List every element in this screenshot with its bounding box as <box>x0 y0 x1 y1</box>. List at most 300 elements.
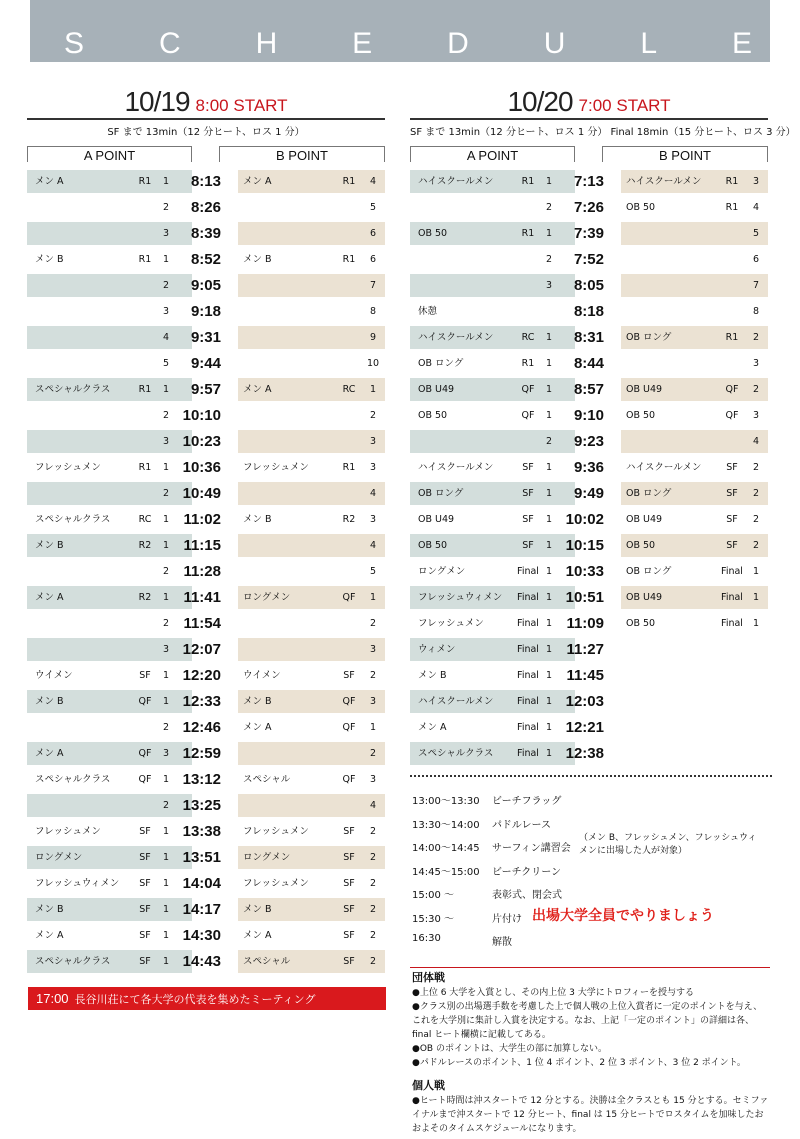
day1-a-point-header: A POINT <box>27 146 192 162</box>
b-point-heat: 6 <box>752 254 760 265</box>
b-point-heat: 4 <box>369 800 377 811</box>
a-point-round: RC <box>521 332 535 343</box>
b-point-round: SF <box>343 904 355 915</box>
a-point-round: SF <box>522 488 534 499</box>
table-row <box>410 533 768 559</box>
event-time: 13:30～14:00 <box>412 819 480 831</box>
table-row <box>410 247 768 273</box>
table-row <box>410 169 768 195</box>
b-point-heat: 5 <box>752 228 760 239</box>
a-point-heat: 1 <box>545 410 553 421</box>
b-point-heat: 2 <box>369 904 377 915</box>
meeting-notice <box>28 987 386 1010</box>
day1-start: 8:00 START <box>195 96 288 115</box>
heat-time: 12:46 <box>182 719 221 736</box>
table-row <box>410 689 768 715</box>
day2-header <box>410 86 768 120</box>
b-point-class: OB ロング <box>626 332 672 343</box>
b-point-heat: 5 <box>369 566 377 577</box>
b-point-round: Final <box>721 618 743 629</box>
table-row <box>410 611 768 637</box>
b-point-class: メン B <box>243 254 272 265</box>
b-point-round: QF <box>342 722 356 733</box>
b-point-heat: 2 <box>369 878 377 889</box>
b-point-heat: 4 <box>369 488 377 499</box>
a-point-class: フレッシュウィメン <box>35 878 120 889</box>
event-highlight: 出場大学全員でやりましょう <box>532 907 714 924</box>
heat-time: 10:36 <box>182 459 221 476</box>
event-time: 13:00～13:30 <box>412 796 480 807</box>
a-point-heat: 3 <box>162 748 170 759</box>
meeting-text: 長谷川荘にて各大学の代表を集めたミーティング <box>74 993 316 1006</box>
a-point-class: ロングメン <box>35 852 83 863</box>
table-row <box>27 403 385 429</box>
a-point-heat: 2 <box>545 436 553 447</box>
b-point-heat: 1 <box>369 722 377 733</box>
table-row <box>27 611 385 637</box>
a-point-heat: 2 <box>162 202 170 213</box>
event-item <box>412 906 770 930</box>
table-row <box>410 195 768 221</box>
b-point-round: QF <box>725 384 739 395</box>
heat-time: 11:45 <box>566 667 604 684</box>
b-point-class: ウイメン <box>243 670 281 681</box>
a-point-heat: 1 <box>162 696 170 707</box>
b-point-class: OB ロング <box>626 566 672 577</box>
a-point-heat: 1 <box>162 592 170 603</box>
b-point-heat: 4 <box>369 176 377 187</box>
a-point-heat: 1 <box>545 748 553 759</box>
table-row <box>27 559 385 585</box>
a-point-class: OB ロング <box>418 358 464 369</box>
table-row <box>410 429 768 455</box>
table-row <box>27 741 385 767</box>
day2-schedule <box>410 86 796 762</box>
table-row <box>27 923 385 949</box>
b-point-heat: 8 <box>369 306 377 317</box>
a-point-class: ロングメン <box>418 566 466 577</box>
b-point-class: メン A <box>243 930 272 941</box>
rule-item: ●ヒート時間は沖スタートで 12 分とする。決勝は全クラスとも 15 分とする。セミファイナルまで沖スタートで 12 分ヒート、final は 15 分ヒートでロスタイムを加味したおおよそのタイムスケジュールになります。 <box>412 1096 769 1134</box>
team-rules-list <box>412 986 770 1070</box>
b-point-class: OB ロング <box>626 488 672 499</box>
banner-title <box>30 26 770 62</box>
a-point-round: QF <box>521 384 535 395</box>
a-point-heat: 1 <box>545 618 553 629</box>
table-row <box>27 507 385 533</box>
heat-time: 12:20 <box>182 667 221 684</box>
a-point-class: フレッシュメン <box>418 618 484 629</box>
heat-time: 7:13 <box>573 173 604 190</box>
a-point-class: スペシャルクラス <box>418 748 494 759</box>
b-point-heat: 1 <box>369 384 377 395</box>
a-point-round: SF <box>139 852 151 863</box>
event-time: 14:45～15:00 <box>412 866 480 878</box>
heat-time: 10:02 <box>565 511 604 528</box>
a-point-heat: 1 <box>162 956 170 967</box>
a-point-heat: 1 <box>162 878 170 889</box>
a-point-heat: 2 <box>162 800 170 811</box>
day2-start: 7:00 START <box>578 96 671 115</box>
a-point-heat: 1 <box>545 462 553 473</box>
table-row <box>27 897 385 923</box>
a-point-class: スペシャルクラス <box>35 956 111 967</box>
a-point-round: R2 <box>138 540 152 551</box>
a-point-class: メン B <box>35 904 64 915</box>
a-point-round: R1 <box>138 254 152 265</box>
day1-heat-note: SF まで 13min（12 分ヒート、ロス 1 分） <box>107 127 305 138</box>
b-point-heat: 7 <box>752 280 760 291</box>
a-point-heat: 4 <box>162 332 170 343</box>
a-point-heat: 2 <box>162 618 170 629</box>
b-point-heat: 2 <box>369 956 377 967</box>
a-point-heat: 2 <box>162 566 170 577</box>
b-point-round: SF <box>726 462 738 473</box>
a-point-round: QF <box>521 410 535 421</box>
event-note: （メン B、フレッシュメン、フレッシュウィメンに出場した人が対象） <box>579 833 757 856</box>
a-point-heat: 3 <box>545 280 553 291</box>
banner-letter: E <box>352 27 373 60</box>
a-point-heat: 1 <box>162 462 170 473</box>
a-point-class: メン A <box>418 722 447 733</box>
b-point-heat: 7 <box>369 280 377 291</box>
day1-date: 10/19 <box>124 86 190 117</box>
a-point-heat: 1 <box>162 904 170 915</box>
b-point-heat: 6 <box>369 228 377 239</box>
b-point-class: OB 50 <box>626 202 656 213</box>
a-point-heat: 3 <box>162 436 170 447</box>
a-point-round: Final <box>517 722 539 733</box>
a-point-heat: 1 <box>545 332 553 343</box>
a-point-heat: 1 <box>162 930 170 941</box>
a-point-class: フレッシュメン <box>35 826 101 837</box>
heat-time: 9:23 <box>573 433 604 450</box>
heat-time: 9:44 <box>190 355 221 372</box>
table-row <box>410 663 768 689</box>
banner-letter: H <box>255 27 278 60</box>
table-row <box>27 169 385 195</box>
heat-time: 9:49 <box>573 485 604 502</box>
b-point-heat: 9 <box>369 332 377 343</box>
rules-section <box>412 970 770 1136</box>
b-point-class: ロングメン <box>243 852 291 863</box>
table-row <box>410 403 768 429</box>
b-point-heat: 3 <box>369 644 377 655</box>
heat-time: 12:38 <box>565 745 604 762</box>
b-point-heat: 3 <box>752 176 760 187</box>
heat-time: 14:43 <box>182 953 221 970</box>
b-point-round: R2 <box>342 514 356 525</box>
day2-date: 10/20 <box>507 86 573 117</box>
a-point-class: ウイメン <box>35 670 73 681</box>
b-point-heat: 3 <box>752 410 760 421</box>
individual-rules-title: 個人戦 <box>412 1079 445 1092</box>
a-point-heat: 1 <box>162 670 170 681</box>
b-point-round: R1 <box>342 176 356 187</box>
table-row <box>27 949 385 975</box>
a-point-heat: 2 <box>162 488 170 499</box>
b-point-heat: 4 <box>752 202 760 213</box>
event-time: 16:30 <box>412 933 441 944</box>
b-point-class: OB 50 <box>626 618 656 629</box>
b-point-round: SF <box>343 852 355 863</box>
b-point-class: ロングメン <box>243 592 291 603</box>
event-item <box>412 835 770 859</box>
b-point-class: スペシャル <box>243 774 291 785</box>
heat-time: 12:59 <box>182 745 221 762</box>
heat-time: 11:54 <box>183 615 221 632</box>
a-point-round: SF <box>139 930 151 941</box>
a-point-round: QF <box>138 774 152 785</box>
b-point-round: SF <box>726 488 738 499</box>
heat-time: 11:02 <box>183 511 221 528</box>
a-point-class: メン A <box>35 748 64 759</box>
rule-item: ●パドルレースのポイント、1 位 4 ポイント、2 位 3 ポイント、3 位 2 ポイント。 <box>412 1058 746 1068</box>
b-point-heat: 10 <box>366 358 380 369</box>
b-point-round: SF <box>343 670 355 681</box>
b-point-class: フレッシュメン <box>243 826 309 837</box>
event-name: 表彰式、閉会式 <box>492 890 562 901</box>
a-point-heat: 3 <box>162 228 170 239</box>
a-point-heat: 1 <box>545 592 553 603</box>
a-point-heat: 2 <box>162 410 170 421</box>
event-name: ビーチフラッグ <box>492 796 562 807</box>
table-row <box>27 767 385 793</box>
a-point-heat: 1 <box>162 254 170 265</box>
table-row <box>27 325 385 351</box>
a-point-heat: 1 <box>162 514 170 525</box>
event-name: 片付け <box>492 913 522 925</box>
table-row <box>27 793 385 819</box>
a-point-heat: 1 <box>545 488 553 499</box>
a-point-class: フレッシュウィメン <box>418 592 503 603</box>
a-point-heat: 1 <box>545 566 553 577</box>
table-row <box>27 585 385 611</box>
banner-letter: C <box>158 27 181 60</box>
event-name: サーフィン講習会 <box>492 843 571 854</box>
a-point-round: Final <box>517 696 539 707</box>
heat-time: 12:21 <box>565 719 604 736</box>
a-point-class: スペシャルクラス <box>35 384 111 395</box>
table-row <box>27 455 385 481</box>
rule-item: ●クラス別の出場選手数を考慮した上で個人戦の上位入賞者に一定のポイントを与え、これを大学別に集計し入賞を決定する。なお、上記「一定のポイント」の詳細は各、final ヒート欄横に記載してある。 <box>412 1002 763 1040</box>
event-name: パドルレース <box>492 819 552 831</box>
b-point-round: QF <box>342 774 356 785</box>
heat-time: 11:09 <box>566 615 604 632</box>
b-point-heat: 2 <box>369 748 377 759</box>
b-point-class: スペシャル <box>243 956 291 967</box>
b-point-heat: 2 <box>752 540 760 551</box>
day1-schedule <box>27 86 385 970</box>
a-point-class: OB U49 <box>418 514 455 525</box>
b-point-heat: 3 <box>369 774 377 785</box>
event-time: 14:00～14:45 <box>412 843 480 854</box>
event-item <box>412 859 770 883</box>
a-point-round: R1 <box>138 462 152 473</box>
a-point-heat: 1 <box>545 228 553 239</box>
table-row <box>27 221 385 247</box>
banner-letter: S <box>64 27 85 60</box>
a-point-heat: 5 <box>162 358 170 369</box>
banner-letter: U <box>543 27 566 60</box>
heat-time: 12:33 <box>182 693 221 710</box>
b-point-heat: 3 <box>369 696 377 707</box>
event-item <box>412 882 770 906</box>
a-point-class: ハイスクールメン <box>418 332 494 343</box>
b-point-heat: 2 <box>369 826 377 837</box>
b-point-class: OB 50 <box>626 540 656 551</box>
rule-item: ●上位 6 大学を入賞とし、その内上位 3 大学にトロフィーを授与する <box>412 988 695 998</box>
a-point-heat: 3 <box>162 306 170 317</box>
b-point-round: QF <box>342 696 356 707</box>
table-row <box>27 715 385 741</box>
b-point-heat: 3 <box>369 462 377 473</box>
b-point-heat: 2 <box>369 410 377 421</box>
a-point-round: QF <box>138 696 152 707</box>
a-point-round: R1 <box>521 176 535 187</box>
a-point-round: R1 <box>521 358 535 369</box>
event-item <box>412 788 770 812</box>
b-point-heat: 8 <box>752 306 760 317</box>
heat-time: 8:44 <box>573 355 604 372</box>
table-row <box>410 455 768 481</box>
a-point-heat: 1 <box>162 540 170 551</box>
meeting-time: 17:00 <box>36 991 69 1006</box>
a-point-class: メン B <box>35 254 64 265</box>
rule-item: ●OB のポイントは、大学生の部に加算しない。 <box>412 1044 607 1054</box>
heat-time: 9:18 <box>190 303 221 320</box>
b-point-round: Final <box>721 592 743 603</box>
a-point-class: メン B <box>418 670 447 681</box>
day2-b-point-header: B POINT <box>602 146 768 162</box>
b-point-heat: 1 <box>752 592 760 603</box>
a-point-heat: 1 <box>162 826 170 837</box>
a-point-round: Final <box>517 644 539 655</box>
heat-time: 13:12 <box>182 771 221 788</box>
event-name: 解散 <box>492 937 512 948</box>
heat-time: 8:31 <box>573 329 604 346</box>
heat-time: 10:23 <box>182 433 221 450</box>
a-point-class: ハイスクールメン <box>418 176 494 187</box>
table-row <box>410 377 768 403</box>
a-point-class: スペシャルクラス <box>35 514 111 525</box>
day1-header <box>27 86 385 120</box>
table-row <box>27 663 385 689</box>
b-point-heat: 3 <box>752 358 760 369</box>
table-row <box>27 195 385 221</box>
a-point-round: SF <box>522 514 534 525</box>
b-point-round: Final <box>721 566 743 577</box>
heat-time: 14:04 <box>182 875 221 892</box>
table-row <box>27 351 385 377</box>
a-point-class: メン A <box>35 930 64 941</box>
b-point-heat: 1 <box>752 618 760 629</box>
table-row <box>27 845 385 871</box>
day2-heat-table <box>410 169 768 767</box>
b-point-class: メン A <box>243 722 272 733</box>
b-point-heat: 3 <box>369 436 377 447</box>
a-point-class: OB ロング <box>418 488 464 499</box>
heat-time: 11:28 <box>183 563 221 580</box>
a-point-round: Final <box>517 670 539 681</box>
b-point-class: メン B <box>243 696 272 707</box>
heat-time: 8:18 <box>573 303 604 320</box>
b-point-heat: 2 <box>369 618 377 629</box>
a-point-heat: 1 <box>162 176 170 187</box>
b-point-class: メン A <box>243 384 272 395</box>
table-row <box>27 481 385 507</box>
team-rules-title: 団体戦 <box>412 971 445 984</box>
b-point-round: SF <box>726 540 738 551</box>
b-point-heat: 6 <box>369 254 377 265</box>
a-point-round: QF <box>138 748 152 759</box>
heat-time: 8:05 <box>573 277 604 294</box>
event-name: ビーチクリーン <box>492 866 561 878</box>
b-point-round: R1 <box>342 462 356 473</box>
b-point-class: メン B <box>243 904 272 915</box>
b-point-round: R1 <box>725 332 739 343</box>
heat-time: 9:10 <box>573 407 604 424</box>
heat-time: 8:39 <box>190 225 221 242</box>
heat-time: 9:31 <box>190 329 221 346</box>
heat-time: 10:51 <box>565 589 604 606</box>
heat-time: 14:30 <box>182 927 221 944</box>
heat-time: 11:15 <box>183 537 221 554</box>
a-point-round: RC <box>138 514 152 525</box>
b-point-heat: 2 <box>752 514 760 525</box>
table-row <box>410 273 768 299</box>
a-point-round: SF <box>522 540 534 551</box>
a-point-class: スペシャルクラス <box>35 774 111 785</box>
a-point-class: ウィメン <box>418 644 456 655</box>
a-point-round: R2 <box>138 592 152 603</box>
b-point-heat: 4 <box>752 436 760 447</box>
heat-time: 13:38 <box>182 823 221 840</box>
b-point-round: SF <box>343 956 355 967</box>
a-point-round: R1 <box>521 228 535 239</box>
heat-time: 8:26 <box>190 199 221 216</box>
table-row <box>410 741 768 767</box>
b-point-round: SF <box>726 514 738 525</box>
a-point-heat: 1 <box>545 670 553 681</box>
table-row <box>410 637 768 663</box>
table-row <box>27 377 385 403</box>
a-point-class: メン B <box>35 540 64 551</box>
a-point-heat: 2 <box>162 280 170 291</box>
a-point-heat: 1 <box>545 722 553 733</box>
table-row <box>27 637 385 663</box>
b-point-class: フレッシュメン <box>243 462 309 473</box>
a-point-heat: 2 <box>162 722 170 733</box>
heat-time: 9:57 <box>190 381 221 398</box>
b-point-heat: 1 <box>752 566 760 577</box>
b-point-heat: 2 <box>369 930 377 941</box>
b-point-class: ハイスクールメン <box>626 176 702 187</box>
a-point-round: SF <box>139 904 151 915</box>
heat-time: 9:36 <box>573 459 604 476</box>
a-point-round: SF <box>139 670 151 681</box>
day2-a-point-header: A POINT <box>410 146 575 162</box>
table-row <box>410 585 768 611</box>
heat-time: 8:52 <box>190 251 221 268</box>
a-point-class: 休憩 <box>418 306 438 317</box>
dotted-divider <box>410 775 772 777</box>
b-point-round: R1 <box>342 254 356 265</box>
a-point-heat: 1 <box>162 384 170 395</box>
b-point-round: QF <box>342 592 356 603</box>
a-point-round: Final <box>517 566 539 577</box>
table-row <box>27 429 385 455</box>
